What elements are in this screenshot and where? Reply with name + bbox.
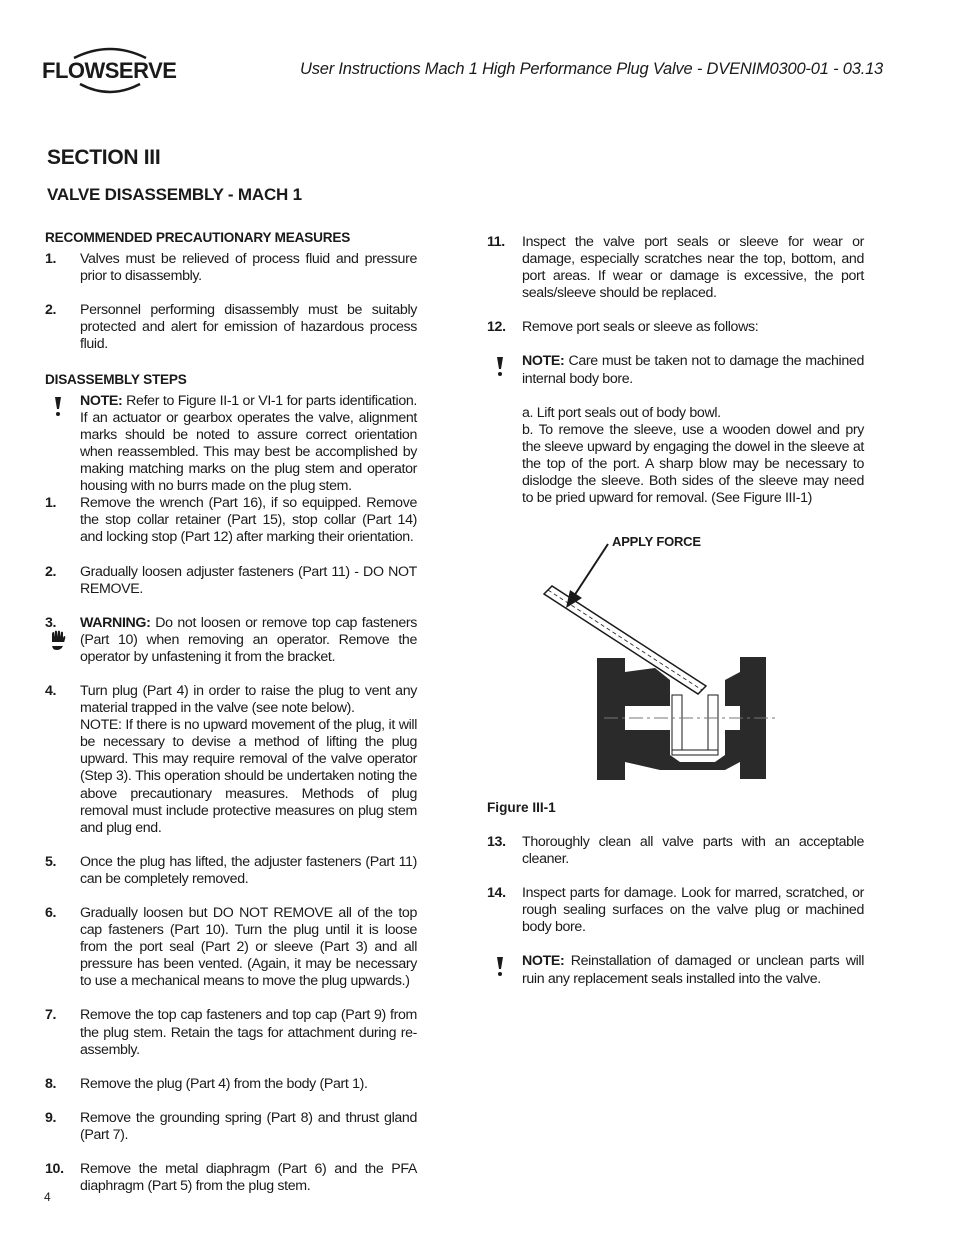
precautions-heading: RECOMMENDED PRECAUTIONARY MEASURES — [45, 230, 351, 245]
substep-b: b. To remove the sleeve, use a wooden dowel and pry the sleeve upward by engaging the dowel in the sleeve at the top of the port. A sharp blow may be necessary to dislodge the sleeve. Both sides of the sleeve may need to be pried upward for removal. (See Figure III-1) — [522, 421, 864, 507]
warning-label: WARNING: — [80, 614, 151, 631]
step-number: 13. — [487, 834, 506, 850]
step-text: Inspect the valve port seals or sleeve for wear or damage, especially scratches near the top, bottom, and port areas. If wear or damage is excessive, the port seals/sleeve should be replaced. — [522, 234, 864, 302]
step-number: 11. — [487, 234, 505, 250]
exclamation-icon — [493, 355, 507, 377]
step-text: Inspect parts for damage. Look for marred, scratched, or rough sealing surfaces on the valve plug or machined body bore. — [522, 885, 864, 936]
step-number: 10. — [45, 1161, 64, 1178]
figure-label: Figure III-1 — [487, 800, 556, 815]
step-item — [45, 615, 417, 666]
steps-heading: DISASSEMBLY STEPS — [45, 371, 187, 387]
step-text: Remove the metal diaphragm (Part 6) and the PFA diaphragm (Part 5) from the plug stem. — [80, 1161, 417, 1195]
step-text: Thoroughly clean all valve parts with an acceptable cleaner. — [522, 834, 864, 868]
right-column-lower — [487, 834, 864, 988]
step-text: Remove port seals or sleeve as follows: — [522, 319, 759, 336]
item-number: 2. — [45, 302, 57, 319]
step-item — [45, 1007, 417, 1058]
step-item — [45, 854, 417, 888]
step-text: Remove the plug (Part 4) from the body (Part 1). — [80, 1075, 368, 1092]
step-number: 4. — [45, 682, 57, 699]
note-label: NOTE: — [522, 353, 565, 370]
step-item — [45, 564, 417, 598]
step-number: 6. — [45, 905, 57, 921]
stop-hand-icon — [49, 629, 67, 651]
step-text: Remove the grounding spring (Part 8) and thrust gland (Part 7). — [80, 1109, 417, 1143]
left-column — [45, 229, 417, 1212]
step-text: Gradually loosen but DO NOT REMOVE all of the top cap fasteners (Part 10). Turn the plug until it is loose from the port seal (Part 2) or sleeve (Part 3) and all pressure has been vented. (Again, it may be necessary to use a mechanical means to move the plug upwards.) — [80, 905, 417, 990]
item-text: Valves must be relieved of process fluid and pressure prior to disassembly. — [80, 251, 417, 285]
note-text: Reinstallation of damaged or unclean parts will ruin any replacement seals installed into the valve. — [522, 953, 864, 987]
step-number: 8. — [45, 1075, 57, 1092]
step-number: 3. — [45, 614, 57, 631]
substep-a: a. Lift port seals out of body bowl. — [522, 404, 721, 421]
step-number: 7. — [45, 1007, 57, 1024]
step-number: 12. — [487, 319, 506, 336]
step-text: Once the plug has lifted, the adjuster fasteners (Part 11) can be completely removed. — [80, 853, 417, 887]
flowserve-logo — [40, 44, 180, 96]
step-text: Do not loosen or remove top cap fasteners (Part 10) when removing an operator. Remove the operator by unfastening it from the bracket. — [80, 614, 417, 665]
figure-callout: APPLY FORCE — [612, 534, 701, 549]
page-number: 4 — [44, 1190, 51, 1204]
item-text: Personnel performing disassembly must be suitably protected and alert for emission of hazardous process fluid. — [80, 302, 417, 353]
step-item — [45, 905, 417, 990]
right-column — [487, 234, 864, 507]
note-machined-bore — [487, 353, 864, 387]
logo-text: FLOWSERVE — [42, 58, 177, 83]
note-parts-identification — [45, 393, 417, 496]
exclamation-icon — [51, 395, 65, 417]
step-number: 9. — [45, 1109, 57, 1126]
document-title: User Instructions Mach 1 High Performance Plug Valve - DVENIM0300-01 - 03.13 — [300, 60, 884, 78]
section-title: SECTION III — [47, 146, 161, 169]
step-text: Gradually loosen adjuster fasteners (Part 11) - DO NOT REMOVE. — [80, 563, 417, 597]
note-reinstallation — [487, 953, 864, 987]
step-item — [487, 234, 864, 302]
note-label: NOTE: — [522, 953, 565, 970]
exclamation-icon — [493, 955, 507, 977]
step-item — [45, 495, 417, 546]
step-number: 5. — [45, 853, 57, 870]
step-text: Remove the wrench (Part 16), if so equipped. Remove the stop collar retainer (Part 15), stop collar (Part 14) and locking stop (Part 12) after marking their orientation. — [80, 495, 417, 546]
note-text: Refer to Figure II-1 or VI-1 for parts identification. If an actuator or gearbox operates the valve, alignment marks should be noted to assure correct orientation when reassembled. This may best be accomplished by making matching marks on the plug stem and operator housing with no burrs made on the plug stem. — [80, 392, 417, 495]
figure-sleeve-removal — [530, 530, 790, 785]
step-item — [45, 1076, 417, 1093]
step-text: Remove the top cap fasteners and top cap (Part 9) from the plug stem. Retain the tags for attachment during re-assembly. — [80, 1007, 417, 1058]
section-subtitle: VALVE DISASSEMBLY - MACH 1 — [47, 185, 302, 204]
step-item — [487, 834, 864, 868]
note-text: Care must be taken not to damage the machined internal body bore. — [522, 353, 864, 387]
step-item — [487, 319, 864, 336]
step-item — [45, 1110, 417, 1144]
precaution-item — [45, 251, 417, 285]
note-label: NOTE: — [80, 392, 123, 409]
step-text: Turn plug (Part 4) in order to raise the plug to vent any material trapped in the valve (see note below). — [80, 682, 417, 717]
step-item — [45, 1161, 417, 1195]
step-item — [487, 885, 864, 936]
step-item — [45, 683, 417, 717]
step-number: 14. — [487, 885, 506, 902]
precaution-item — [45, 302, 417, 353]
step-4-note: NOTE: If there is no upward movement of the plug, it will be necessary to devise a method of lifting the plug upward. This may require removal of the valve operator (Step 3). This operation should be undertaken noting the above precautionary measures. Methods of plug removal must include protective measures on plug stem and plug end. — [80, 717, 417, 836]
item-number: 1. — [45, 251, 57, 268]
step-number: 1. — [45, 495, 57, 512]
step-number: 2. — [45, 563, 57, 580]
